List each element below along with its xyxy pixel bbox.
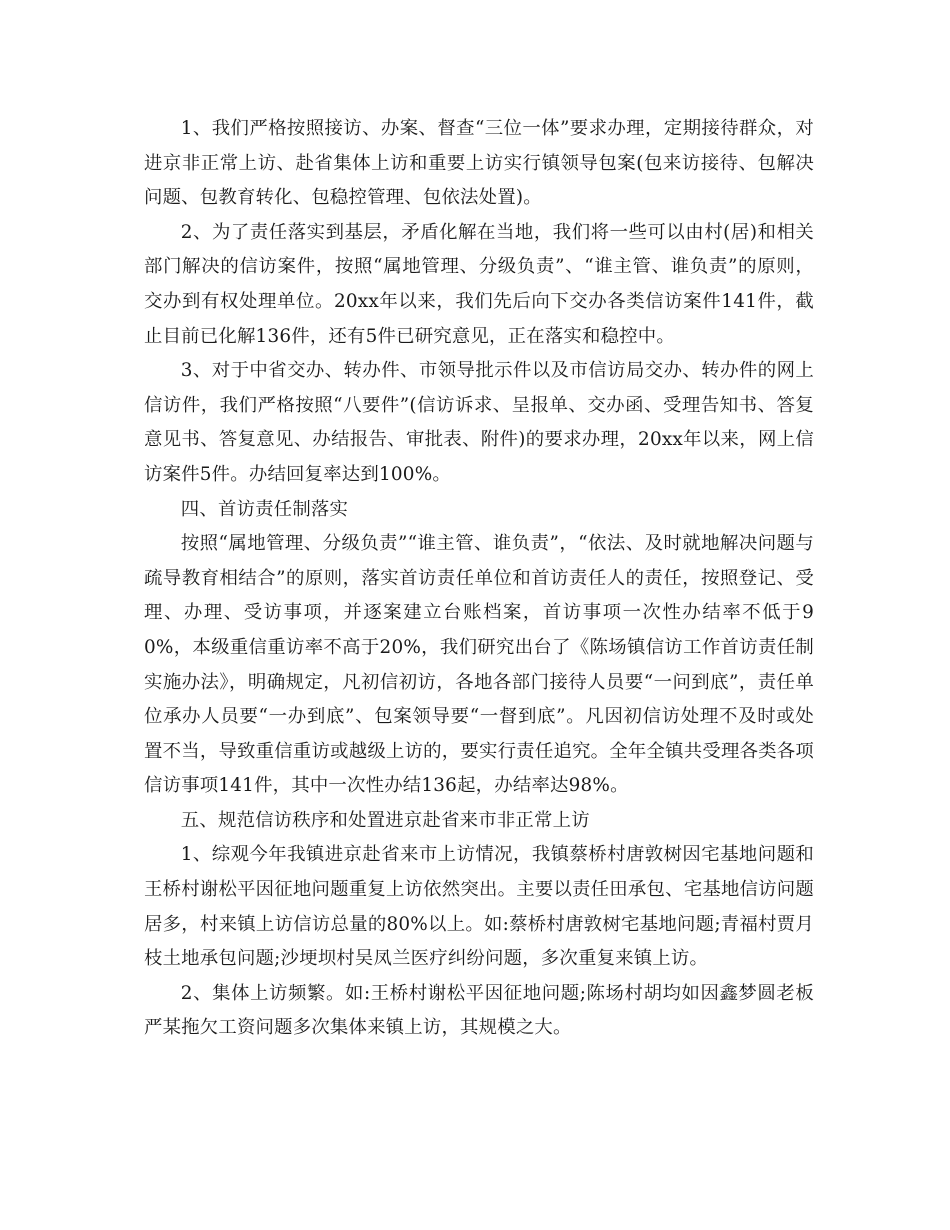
paragraph-5: 按照“属地管理、分级负责”“谁主管、谁负责”，“依法、及时就地解决问题与疏导教育相结合”的原则，落实首访责任单位和首访责任人的责任，按照登记、受理、办理、受访事项，并逐案建立台账档案，首访事项一次性办结率不低于90%，本级重信重访率不高于20%，我们研究出台了《陈场镇信访工作首访责任制实施办法》，明确规定，凡初信初访，各地各部门接待人员要“一问到底”，责任单位承办人员要“一办到底”、包案领导要“一督到底”。凡因初信访处理不及时或处置不当，导致重信重访或越级上访的，要实行责任追究。全年全镇共受理各类各项信访事项141件，其中一次性办结136起，办结率达98%。 (144, 533, 814, 797)
section-heading-4: 四、首访责任制落实 (180, 498, 349, 520)
paragraph-3: 3、对于中省交办、转办件、市领导批示件以及市信访局交办、转办件的网上信访件，我们严格按照“八要件”(信访诉求、呈报单、交办函、受理告知书、答复意见书、答复意见、办结报告、审批表、附件)的要求办理，20xx年以来，网上信访案件5件。办结回复率达到100%。 (144, 360, 814, 485)
paragraph-8: 2、集体上访频繁。如:王桥村谢松平因征地问题;陈场村胡均如因鑫梦圆老板严某拖欠工资问题多次集体来镇上访，其规模之大。 (144, 982, 814, 1039)
paragraph-2: 2、为了责任落实到基层，矛盾化解在当地，我们将一些可以由村(居)和相关部门解决的信访案件，按照“属地管理、分级负责”、“谁主管、谁负责”的原则，交办到有权处理单位。20xx年以来，我们先后向下交办各类信访案件141件，截止目前已化解136件，还有5件已研究意见，正在落实和稳控中。 (144, 221, 814, 347)
section-heading-5: 五、规范信访秩序和处置进京赴省来市非正常上访 (180, 809, 590, 831)
document-page (144, 112, 814, 1046)
paragraph-1: 1、我们严格按照接访、办案、督查“三位一体”要求办理，定期接待群众，对进京非正常上访、赴省集体上访和重要上访实行镇领导包案(包来访接待、包解决问题、包教育转化、包稳控管理、包依法处置)。 (144, 118, 814, 209)
paragraph-7: 1、综观今年我镇进京赴省来市上访情况，我镇蔡桥村唐敦树因宅基地问题和王桥村谢松平因征地问题重复上访依然突出。主要以责任田承包、宅基地信访问题居多，村来镇上访信访总量的80%以上。如:蔡桥村唐敦树宅基地问题;青福村贾月枝土地承包问题;沙埂坝村吴凤兰医疗纠纷问题，多次重复来镇上访。 (144, 844, 814, 970)
